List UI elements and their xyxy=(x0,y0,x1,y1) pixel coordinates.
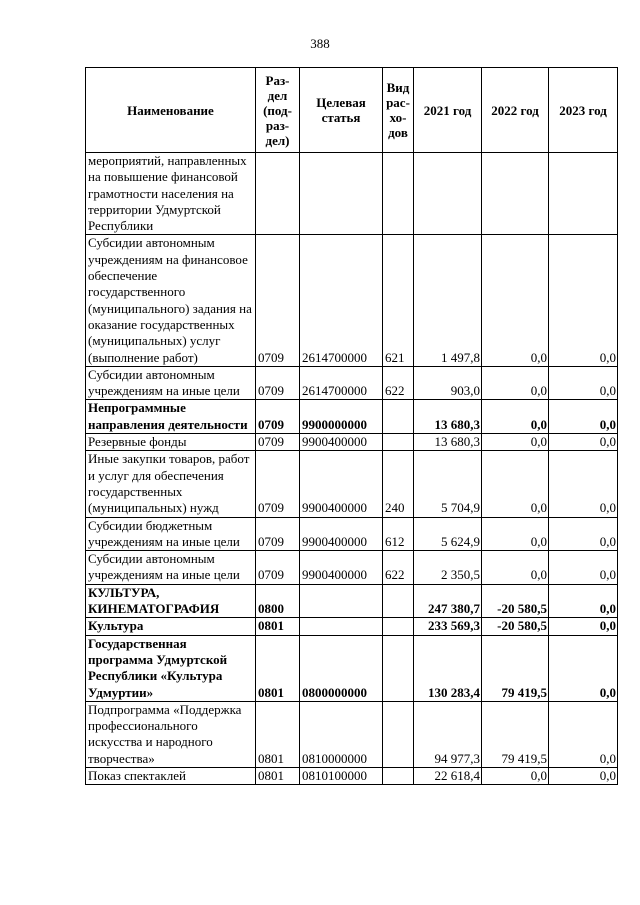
cell-name: Субсидии бюджетным учреждениям на иные цели xyxy=(86,517,256,551)
cell-y2023: 0,0 xyxy=(549,618,618,635)
header-2022: 2022 год xyxy=(482,68,549,153)
cell-target: 9900400000 xyxy=(300,451,383,517)
cell-section: 0801 xyxy=(256,701,300,767)
table-row xyxy=(86,451,618,517)
table-row xyxy=(86,635,618,701)
cell-y2021: 233 569,3 xyxy=(414,618,482,635)
cell-name: Показ спектаклей xyxy=(86,767,256,784)
cell-y2021: 5 624,9 xyxy=(414,517,482,551)
cell-y2021: 2 350,5 xyxy=(414,551,482,585)
cell-expense xyxy=(383,767,414,784)
cell-target: 0800000000 xyxy=(300,635,383,701)
cell-y2023: 0,0 xyxy=(549,235,618,366)
cell-y2022: -20 580,5 xyxy=(482,618,549,635)
table-row xyxy=(86,767,618,784)
cell-y2021: 1 497,8 xyxy=(414,235,482,366)
header-expense: Вид рас-хо-дов xyxy=(383,68,414,153)
cell-y2023: 0,0 xyxy=(549,517,618,551)
cell-section: 0801 xyxy=(256,767,300,784)
cell-expense: 621 xyxy=(383,235,414,366)
cell-y2022: 0,0 xyxy=(482,366,549,400)
cell-expense xyxy=(383,400,414,434)
cell-name: КУЛЬТУРА, КИНЕМАТОГРАФИЯ xyxy=(86,584,256,618)
cell-name: Резервные фонды xyxy=(86,434,256,451)
cell-name: Подпрограмма «Поддержка профессионального искусства и народного творчества» xyxy=(86,701,256,767)
cell-y2022: 0,0 xyxy=(482,551,549,585)
table-row xyxy=(86,153,618,235)
cell-section: 0709 xyxy=(256,400,300,434)
cell-target: 9900400000 xyxy=(300,551,383,585)
cell-expense: 622 xyxy=(383,551,414,585)
cell-y2023 xyxy=(549,153,618,235)
cell-target xyxy=(300,618,383,635)
cell-name: Субсидии автономным учреждениям на иные цели xyxy=(86,366,256,400)
cell-expense xyxy=(383,584,414,618)
cell-section: 0709 xyxy=(256,451,300,517)
table-row xyxy=(86,551,618,585)
cell-section: 0801 xyxy=(256,618,300,635)
cell-y2022: 0,0 xyxy=(482,451,549,517)
header-name: Наименование xyxy=(86,68,256,153)
cell-target: 2614700000 xyxy=(300,235,383,366)
cell-y2021: 130 283,4 xyxy=(414,635,482,701)
cell-section: 0709 xyxy=(256,434,300,451)
cell-y2023: 0,0 xyxy=(549,584,618,618)
table-row xyxy=(86,618,618,635)
table-row xyxy=(86,517,618,551)
cell-expense: 612 xyxy=(383,517,414,551)
cell-y2023: 0,0 xyxy=(549,767,618,784)
cell-y2023: 0,0 xyxy=(549,400,618,434)
cell-target: 0810000000 xyxy=(300,701,383,767)
cell-y2022: 79 419,5 xyxy=(482,635,549,701)
cell-y2023: 0,0 xyxy=(549,366,618,400)
cell-name: Государственная программа Удмуртской Республики «Культура Удмуртии» xyxy=(86,635,256,701)
cell-expense: 240 xyxy=(383,451,414,517)
budget-table xyxy=(85,67,618,785)
table-body xyxy=(86,153,618,785)
cell-section: 0709 xyxy=(256,551,300,585)
cell-section xyxy=(256,153,300,235)
cell-y2023: 0,0 xyxy=(549,451,618,517)
table-row xyxy=(86,584,618,618)
header-2021: 2021 год xyxy=(414,68,482,153)
cell-expense: 622 xyxy=(383,366,414,400)
cell-target xyxy=(300,153,383,235)
table-row xyxy=(86,434,618,451)
cell-target: 9900400000 xyxy=(300,517,383,551)
cell-y2023: 0,0 xyxy=(549,635,618,701)
cell-name: Непрограммные направления деятельности xyxy=(86,400,256,434)
cell-name: Субсидии автономным учреждениям на финансовое обеспечение государственного (муниципального) задания на оказание государственных (муниципальных) услуг (выполнение работ) xyxy=(86,235,256,366)
cell-name: Культура xyxy=(86,618,256,635)
cell-y2022: 0,0 xyxy=(482,235,549,366)
header-section xyxy=(256,68,300,153)
cell-y2022: 0,0 xyxy=(482,434,549,451)
cell-expense xyxy=(383,635,414,701)
cell-section: 0801 xyxy=(256,635,300,701)
page-number: 388 xyxy=(310,36,330,51)
cell-y2021: 247 380,7 xyxy=(414,584,482,618)
cell-y2023: 0,0 xyxy=(549,701,618,767)
cell-y2022: 0,0 xyxy=(482,767,549,784)
cell-target: 9900400000 xyxy=(300,434,383,451)
cell-y2022: 0,0 xyxy=(482,517,549,551)
cell-section: 0800 xyxy=(256,584,300,618)
cell-y2022: -20 580,5 xyxy=(482,584,549,618)
cell-section: 0709 xyxy=(256,517,300,551)
cell-name: мероприятий, направленных на повышение финансовой грамотности населения на территории Удмуртской Республики xyxy=(86,153,256,235)
cell-y2021: 13 680,3 xyxy=(414,434,482,451)
table-row xyxy=(86,366,618,400)
cell-name: Иные закупки товаров, работ и услуг для обеспечения государственных (муниципальных) нужд xyxy=(86,451,256,517)
cell-y2021: 13 680,3 xyxy=(414,400,482,434)
cell-expense xyxy=(383,153,414,235)
cell-target: 2614700000 xyxy=(300,366,383,400)
cell-y2021: 22 618,4 xyxy=(414,767,482,784)
header-row xyxy=(86,68,618,153)
cell-target xyxy=(300,584,383,618)
cell-y2022 xyxy=(482,153,549,235)
cell-y2023: 0,0 xyxy=(549,551,618,585)
cell-y2021 xyxy=(414,153,482,235)
cell-y2021: 5 704,9 xyxy=(414,451,482,517)
table-row xyxy=(86,235,618,366)
cell-expense xyxy=(383,618,414,635)
header-section-text: Раз-дел (под-раз-дел) xyxy=(263,72,292,148)
cell-section: 0709 xyxy=(256,366,300,400)
header-2023: 2023 год xyxy=(549,68,618,153)
header-target: Целевая статья xyxy=(300,68,383,153)
cell-y2022: 0,0 xyxy=(482,400,549,434)
cell-y2023: 0,0 xyxy=(549,434,618,451)
cell-target: 9900000000 xyxy=(300,400,383,434)
cell-section: 0709 xyxy=(256,235,300,366)
table-row xyxy=(86,400,618,434)
table-row xyxy=(86,701,618,767)
cell-target: 0810100000 xyxy=(300,767,383,784)
cell-expense xyxy=(383,434,414,451)
cell-y2021: 94 977,3 xyxy=(414,701,482,767)
cell-y2021: 903,0 xyxy=(414,366,482,400)
cell-expense xyxy=(383,701,414,767)
cell-name: Субсидии автономным учреждениям на иные цели xyxy=(86,551,256,585)
cell-y2022: 79 419,5 xyxy=(482,701,549,767)
